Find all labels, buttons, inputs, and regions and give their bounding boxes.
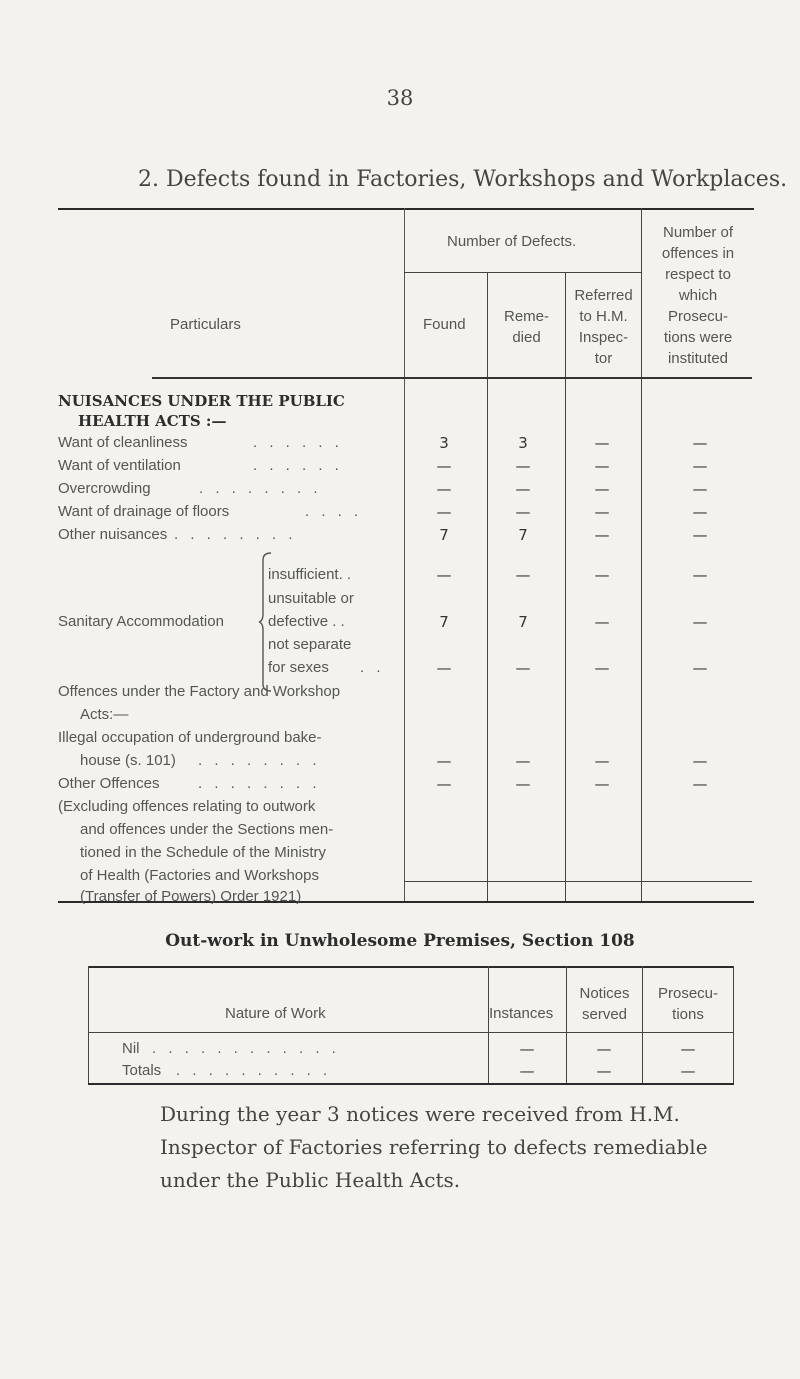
cell-found: — bbox=[436, 566, 452, 584]
cell-prosecutions: — bbox=[692, 480, 708, 498]
header-offences-line2: offences in bbox=[661, 245, 735, 262]
table2-top-rule bbox=[88, 966, 734, 968]
cell-remedied: 7 bbox=[518, 613, 528, 631]
cell-referred: — bbox=[594, 434, 610, 452]
header-prosecutions bbox=[643, 983, 733, 1025]
table2-vline-4 bbox=[733, 966, 734, 1084]
offences-heading-line2: Acts:— bbox=[80, 706, 129, 723]
cell-referred: — bbox=[594, 526, 610, 544]
cell-found: 3 bbox=[439, 434, 449, 452]
section-heading-line1: NUISANCES UNDER THE PUBLIC bbox=[58, 392, 345, 410]
row-label: Want of ventilation bbox=[58, 457, 181, 474]
header-referred-line3: Inspec- bbox=[578, 329, 629, 346]
cell-remedied: — bbox=[515, 480, 531, 498]
cell-found: — bbox=[436, 659, 452, 677]
header-remedied-line2: died bbox=[512, 329, 541, 346]
cell-prosecutions: — bbox=[692, 752, 708, 770]
cell-found: 7 bbox=[439, 526, 449, 544]
cell-referred: — bbox=[594, 752, 610, 770]
cell-notices: — bbox=[596, 1040, 612, 1058]
cell-referred: — bbox=[594, 613, 610, 631]
cell-prosecutions: — bbox=[692, 775, 708, 793]
cell-prosecutions: — bbox=[692, 503, 708, 521]
header-offences-line7: instituted bbox=[667, 350, 729, 367]
row-label: Totals bbox=[122, 1062, 162, 1079]
table2-vline-1 bbox=[488, 966, 489, 1084]
cell-remedied: — bbox=[515, 752, 531, 770]
header-referred-line1: Referred bbox=[574, 287, 633, 304]
cell-prosecutions: — bbox=[692, 526, 708, 544]
cell-prosecutions: — bbox=[692, 613, 708, 631]
cell-referred: — bbox=[594, 503, 610, 521]
outwork-title: Out-work in Unwholesome Premises, Section 108 bbox=[165, 931, 635, 951]
cell-found: — bbox=[436, 752, 452, 770]
header-referred-line2: to H.M. bbox=[579, 308, 628, 325]
cell-found: — bbox=[436, 480, 452, 498]
cell-prosecutions: — bbox=[692, 659, 708, 677]
row-label: Want of drainage of floors bbox=[58, 503, 230, 520]
cell-prosecutions: — bbox=[680, 1062, 696, 1080]
excluding-line1: (Excluding offences relating to outwork bbox=[58, 798, 316, 815]
header-notices-line2: served bbox=[581, 1006, 628, 1023]
cell-remedied: — bbox=[515, 659, 531, 677]
table2-vline-0 bbox=[88, 966, 89, 1084]
illegal-line2: house (s. 101) bbox=[80, 752, 176, 769]
other-offences-label: Other Offences bbox=[58, 775, 160, 792]
header-offences-line5: Prosecu- bbox=[667, 308, 729, 325]
cell-found: — bbox=[436, 457, 452, 475]
header-referred-line4: tor bbox=[594, 350, 613, 367]
header-offences-line3: respect to bbox=[665, 266, 731, 283]
cell-remedied: 3 bbox=[518, 434, 528, 452]
header-offences-line1: Number of bbox=[662, 224, 734, 241]
cell-referred: — bbox=[594, 775, 610, 793]
table2-bottom-rule bbox=[88, 1083, 734, 1085]
header-offences-line6: tions were bbox=[663, 329, 733, 346]
excluding-line5: (Transfer of Powers) Order 1921) bbox=[80, 888, 302, 905]
cell-remedied: — bbox=[515, 457, 531, 475]
illegal-line1: Illegal occupation of underground bake- bbox=[58, 729, 322, 746]
header-particulars: Particulars bbox=[170, 316, 241, 333]
header-number-of-defects: Number of Defects. bbox=[447, 233, 577, 250]
cell-prosecutions: — bbox=[692, 434, 708, 452]
row-dots: . . . . . . . . bbox=[198, 775, 321, 792]
page-number: 38 bbox=[386, 86, 414, 110]
excluding-line2: and offences under the Sections men- bbox=[80, 821, 334, 838]
sanitary-sub3b: for sexes bbox=[268, 659, 329, 676]
cell-remedied: — bbox=[515, 775, 531, 793]
cell-prosecutions: — bbox=[680, 1040, 696, 1058]
sanitary-sub2a: unsuitable or bbox=[268, 590, 354, 607]
row-dots: . . . . . . . . bbox=[174, 526, 297, 543]
header-offences-line4: which bbox=[678, 287, 718, 304]
header-nature-of-work: Nature of Work bbox=[225, 1005, 326, 1022]
header-notices bbox=[567, 983, 642, 1025]
row-dots: . . . . . . bbox=[253, 434, 343, 451]
row-dots: . . bbox=[360, 659, 385, 676]
cell-referred: — bbox=[594, 457, 610, 475]
cell-referred: — bbox=[594, 566, 610, 584]
header-instances: Instances bbox=[489, 1005, 554, 1022]
cell-prosecutions: — bbox=[692, 566, 708, 584]
cell-remedied: — bbox=[515, 566, 531, 584]
footer-paragraph: During the year 3 notices were received from H.M. Inspector of Factories referring to defects remediable under the Public Health Acts. bbox=[160, 1102, 708, 1192]
row-label: Other nuisances bbox=[58, 526, 168, 543]
header-prosecutions-line1: Prosecu- bbox=[657, 985, 719, 1002]
row-dots: . . . . . . . . bbox=[199, 480, 322, 497]
row-dots: . . . . . . . . bbox=[198, 752, 321, 769]
row-dots: . . . . . . . . . . . . bbox=[152, 1040, 340, 1057]
row-label: Overcrowding bbox=[58, 480, 151, 497]
excluding-line4: of Health (Factories and Workshops bbox=[80, 867, 319, 884]
cell-found: 7 bbox=[439, 613, 449, 631]
sanitary-sub1: insufficient. . bbox=[268, 566, 352, 583]
cell-referred: — bbox=[594, 659, 610, 677]
offences-heading-line1: Offences under the Factory and Workshop bbox=[58, 683, 341, 700]
cell-remedied: 7 bbox=[518, 526, 528, 544]
section-heading-line2: HEALTH ACTS :— bbox=[78, 412, 227, 430]
cell-referred: — bbox=[594, 480, 610, 498]
cell-found: — bbox=[436, 775, 452, 793]
sanitary-sub2b: defective . . bbox=[268, 613, 345, 630]
table2-header-rule bbox=[88, 1032, 734, 1033]
header-notices-line1: Notices bbox=[579, 985, 630, 1002]
cell-remedied: — bbox=[515, 503, 531, 521]
sanitary-sub3a: not separate bbox=[268, 636, 352, 653]
cell-instances: — bbox=[519, 1040, 535, 1058]
row-label: Nil bbox=[122, 1040, 140, 1057]
cell-prosecutions: — bbox=[692, 457, 708, 475]
header-found: Found bbox=[423, 316, 466, 333]
row-dots: . . . . . . . . . . bbox=[176, 1062, 332, 1079]
row-dots: . . . . . . bbox=[253, 457, 343, 474]
header-remedied-line1: Reme- bbox=[503, 308, 549, 325]
cell-notices: — bbox=[596, 1062, 612, 1080]
row-label: Want of cleanliness bbox=[58, 434, 188, 451]
excluding-line3: tioned in the Schedule of the Ministry bbox=[80, 844, 326, 861]
cell-found: — bbox=[436, 503, 452, 521]
cell-instances: — bbox=[519, 1062, 535, 1080]
row-dots: . . . . bbox=[305, 503, 363, 520]
sanitary-label: Sanitary Accommodation bbox=[58, 613, 224, 630]
page-title: 2. Defects found in Factories, Workshops and Workplaces. bbox=[138, 167, 788, 192]
header-prosecutions-line2: tions bbox=[672, 1006, 704, 1023]
